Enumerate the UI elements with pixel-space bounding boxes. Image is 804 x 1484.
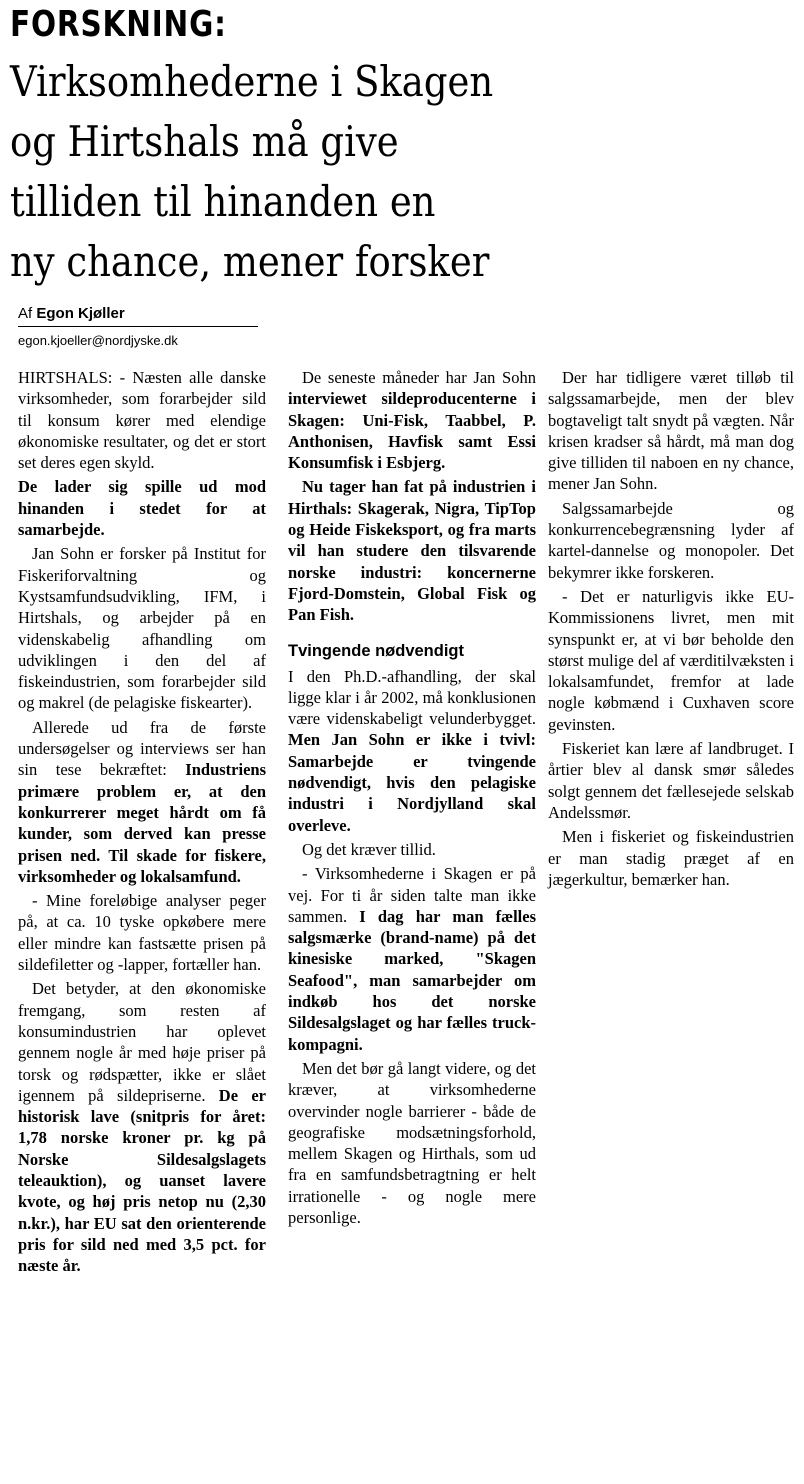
paragraph: - Det er naturligvis ikke EU-Kommissionens livret, men mit synspunkt er, at vi bør beholde den størst mulige del af værditilvæksten i lokalsamfundet, fremfor at lade nogle købmænd i Cuxhaven score gevinsten. (548, 586, 794, 734)
article-column-3 (548, 367, 794, 893)
headline-line: Virksomhederne i Skagen (10, 57, 494, 106)
paragraph: Jan Sohn er forsker på Institut for Fiskeriforvaltning og Kystsamfundsudvikling, IFM, i Hirtshals, og arbejder på en videnskabelig afhandling om udviklingen i den del af fiskeindustrien, som forarbejder sild og makrel (de pelagiske fiskearter). (18, 544, 266, 713)
section-kicker: FORSKNING: (10, 4, 227, 45)
author-email[interactable]: egon.kjoeller@nordjyske.dk (18, 333, 178, 348)
article-column-2 (288, 367, 536, 1231)
paragraph: Men i fiskeriet og fiskeindustrien er man stadig præget af en jægerkultur, bemærker han. (548, 827, 794, 889)
paragraph: De lader sig spille ud mod hinanden i stedet for at samarbejde. (18, 477, 266, 540)
paragraph (18, 717, 266, 887)
headline (10, 52, 705, 292)
paragraph: Nu tager han fat på industrien i Hirthals: Skagerak, Nigra, TipTop og Heide Fiskeksport, og fra marts vil han studere den tilsvarende norske industri: koncernerne Fjord-Domstein, Global Fisk og Pan Fish. (288, 477, 536, 625)
article-column-1 (18, 367, 266, 1279)
headline-line: tilliden til hinanden en (10, 177, 436, 226)
paragraph-text: De seneste måneder har Jan Sohn (302, 368, 536, 387)
paragraph (288, 367, 536, 473)
subheading: Tvingende nødvendigt (288, 641, 464, 660)
byline-prefix: Af (18, 305, 33, 322)
paragraph: Og det kræver tillid. (302, 839, 436, 859)
paragraph-emphasis: Industriens primære problem er, at den konkurrerer meget hårdt om få kunder, som derved kan presse prisen ned. Til skade for fiskere, virksomheder og lokalsamfund. (18, 760, 266, 886)
paragraph-emphasis: Men Jan Sohn er ikke i tvivl: Samarbejde er tvingende nødvendigt, hvis den pelagiske industri i Nordjylland skal overleve. (288, 730, 536, 835)
paragraph: Fiskeriet kan lære af landbruget. I årtier blev al dansk smør således solgt gennem det fællesejede selskab Andelssmør. (548, 739, 794, 822)
paragraph: - Mine foreløbige analyser peger på, at ca. 10 tyske opkøbere mere eller mindre kan fastsætte prisen på sildefiletter og -lapper, fortæller han. (18, 891, 266, 975)
headline-line: og Hirtshals må give (10, 117, 399, 166)
paragraph-emphasis: I dag har man fælles salgsmærke (brand-name) på det kinesiske marked, "Skagen Seafood", man samarbejder om indkøb hos det norske Sildesalgslaget og har fælles truck-kompagni. (288, 906, 537, 1054)
author-name: Egon Kjøller (36, 305, 125, 322)
paragraph (18, 978, 266, 1276)
paragraph-emphasis: De er historisk lave (snitpris for året: 1,78 norske kroner pr. kg på Norske Sildesalgslagets teleauktion), og uanset lavere kvote, og høj pris netop nu (2,30 n.kr.), har EU sat den orienterende pris for sild ned med 3,5 pct. for næste år. (18, 1085, 267, 1276)
paragraph-emphasis: interviewet sildeproducenterne i Skagen: Uni-Fisk, Taabbel, P. Anthonisen, Havfisk samt Essi Konsumfisk i Esbjerg. (288, 389, 536, 473)
byline (18, 304, 258, 327)
paragraph (288, 863, 536, 1055)
paragraph-text: - Virksomhederne i Skagen er på vej. For ti år siden talte man ikke sammen. (288, 864, 536, 926)
paragraph: Men det bør gå langt videre, og det kræver, at virksomhederne overvinder nogle barrierer - både de geografiske modsætningsforhold, mellem Skagen og Hirthals, som ud fra en samfundsbetragtning er helt irrationelle - og nogle mere personlige. (288, 1058, 536, 1227)
paragraph-text: I den Ph.D.-afhandling, der skal ligge klar i år 2002, må konklusionen være videnskabeligt velunderbygget. (288, 666, 536, 729)
paragraph: Der har tidligere været tilløb til salgssamarbejde, men der blev bogtaveligt talt snydt på vægten. Når krisen kradser så hårdt, må man dog give tilliden til naboen en ny chance, mener Jan Sohn. (548, 368, 794, 494)
paragraph-text: Allerede ud fra de første undersøgelser og interviews ser han sin tese bekræftet: (18, 717, 266, 780)
paragraph (288, 666, 536, 836)
paragraph: HIRTSHALS: - Næsten alle danske virksomheder, som forarbejder sild til konsum kører med elendige økonomiske resultater, og det er stort set deres egen skyld. (18, 368, 266, 473)
paragraph-text: Det betyder, at den økonomiske fremgang, som resten af konsumindustrien har oplevet gennem nogle år med høje priser på torsk og rødspætter, ikke er slået igennem på sildepriserne. (18, 979, 266, 1105)
headline-line: ny chance, mener forsker (10, 237, 490, 286)
paragraph: Salgssamarbejde og konkurrencebegrænsning lyder af kartel-dannelse og monopoler. Det bekymrer ikke forskeren. (548, 498, 794, 582)
